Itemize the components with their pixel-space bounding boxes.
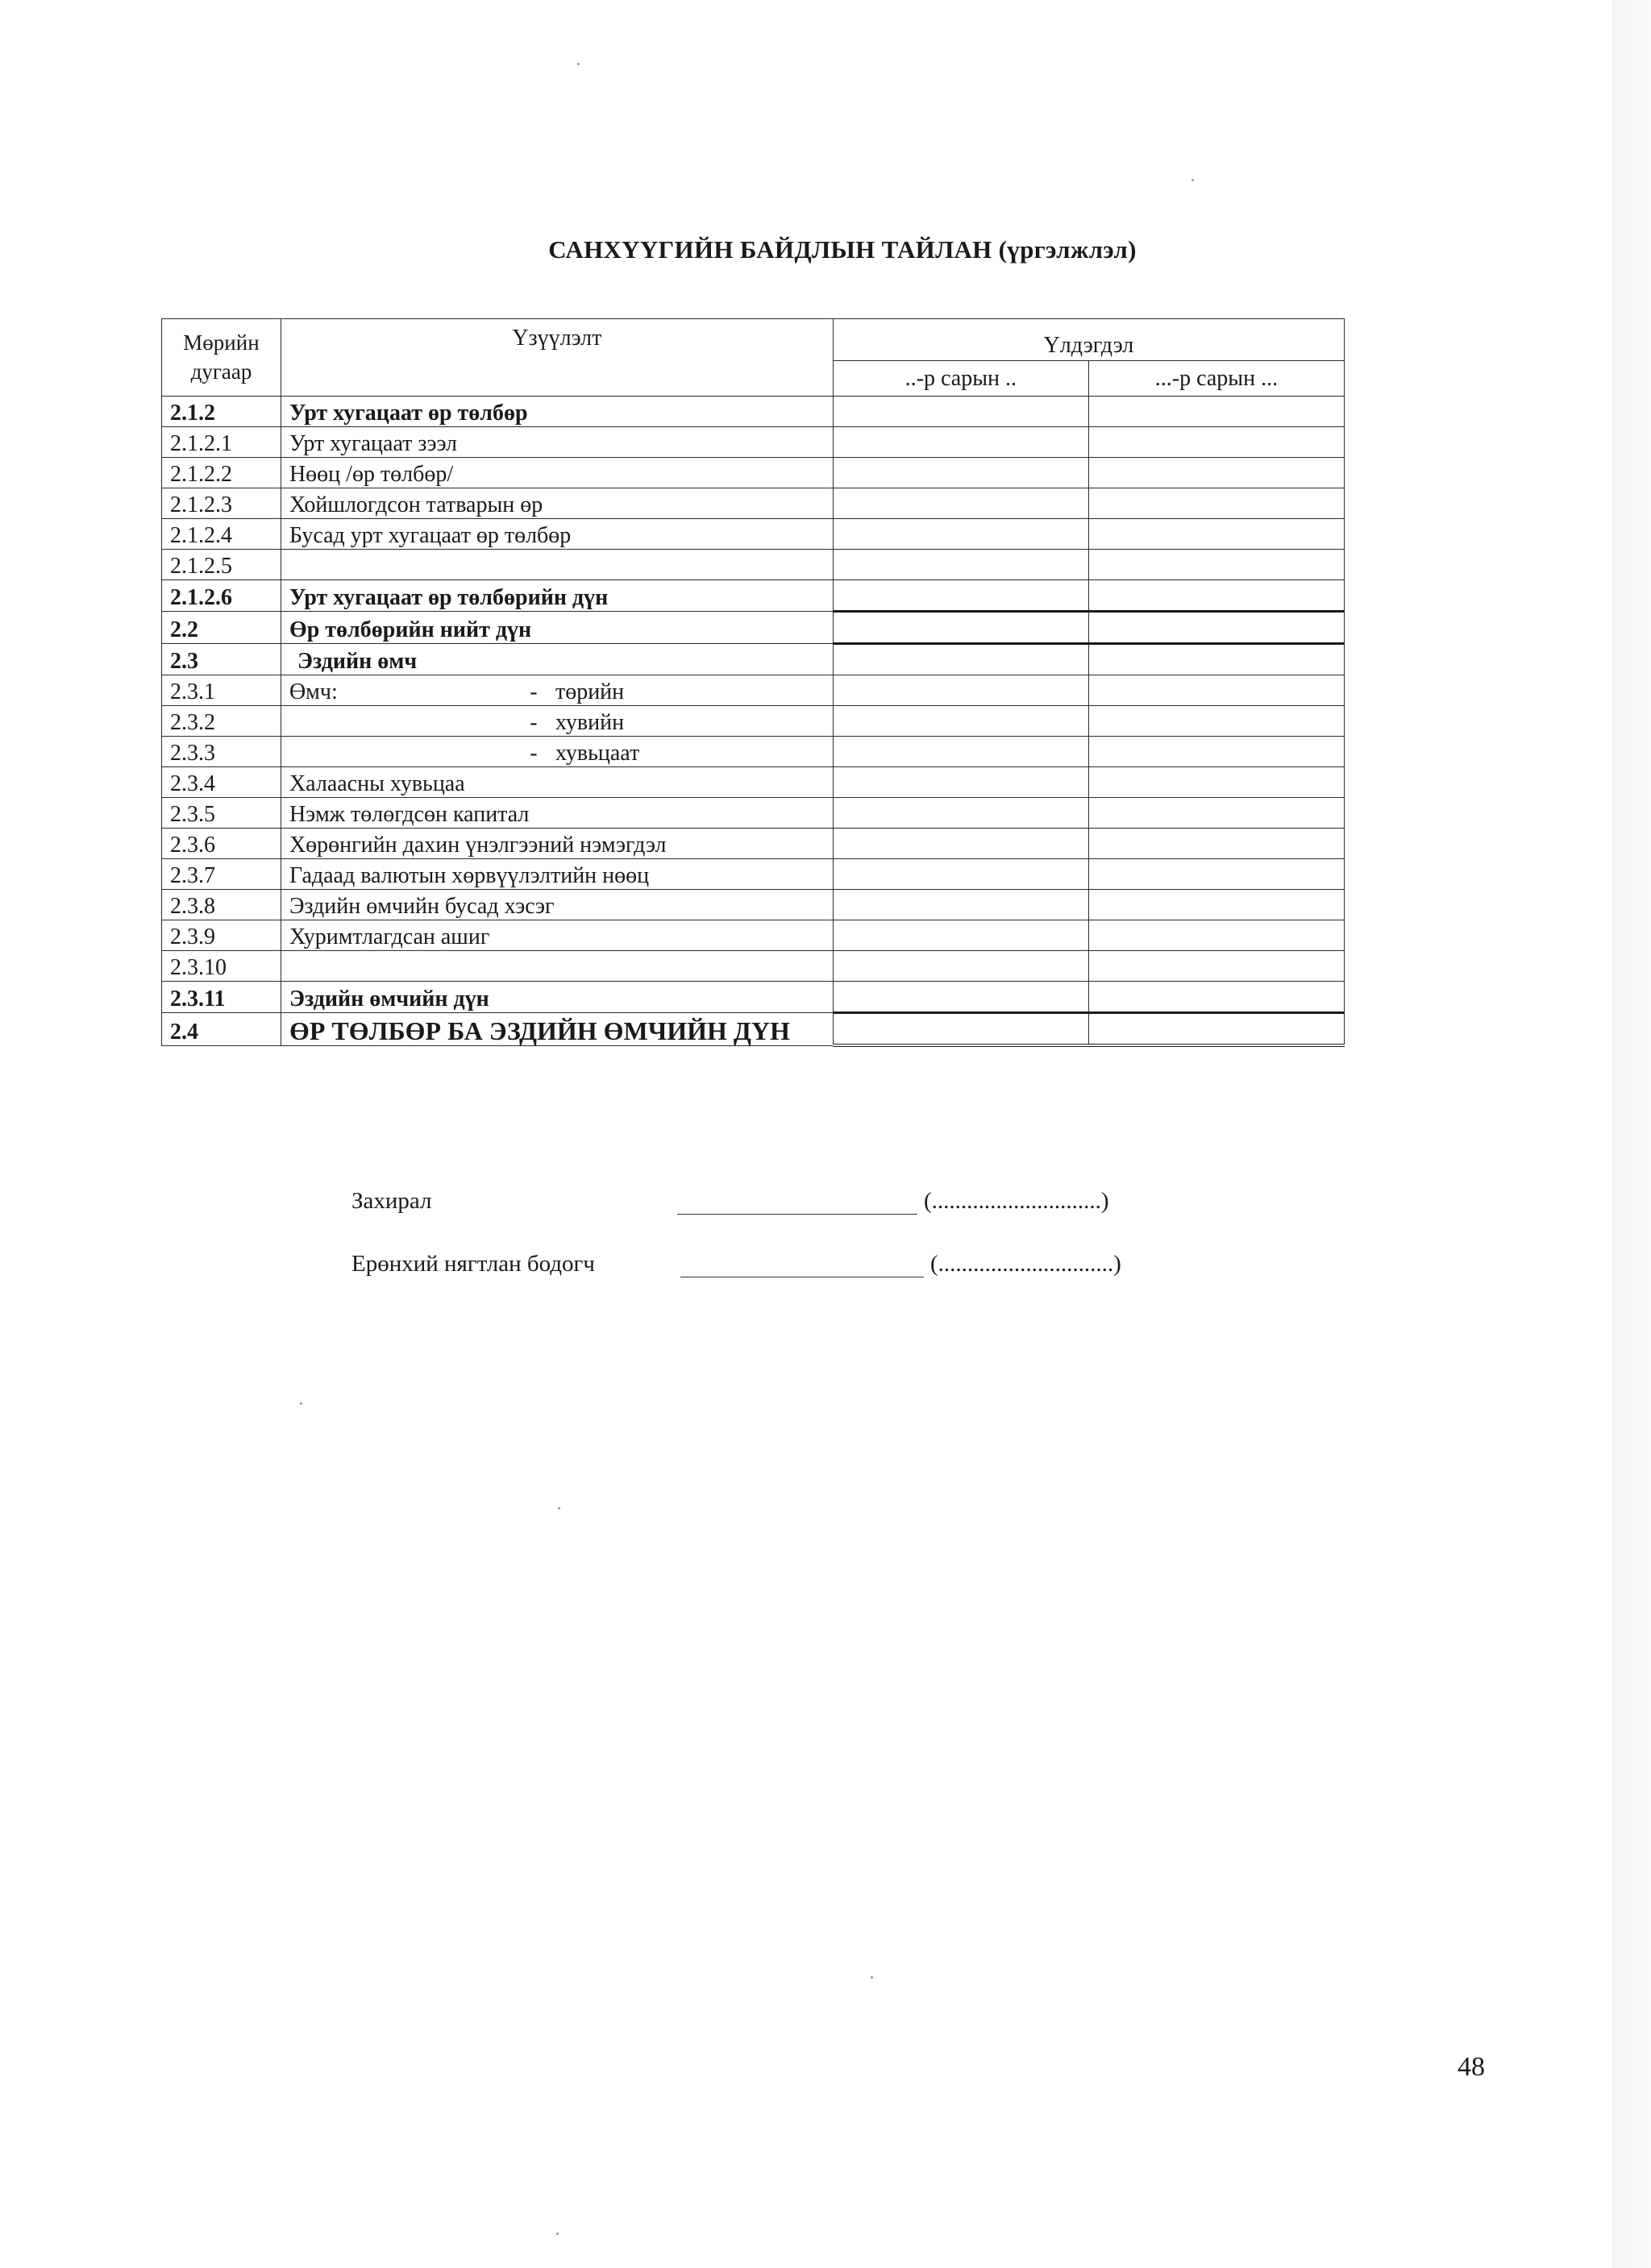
table-row: [162, 859, 1345, 890]
balance-sheet-table: [161, 318, 1345, 1047]
dash-marker: -: [530, 710, 538, 735]
row-value-period-1: [833, 519, 1088, 550]
row-label: Эздийн өмчийн бусад хэсэг: [281, 890, 833, 920]
row-value-period-1: [833, 580, 1088, 612]
row-label: Эздийн өмч: [281, 644, 833, 675]
accountant-signature-block: [351, 1251, 1121, 1277]
row-number: 2.3.1: [162, 675, 281, 706]
table-row: [162, 612, 1345, 644]
header-period-1: ..-р сарын ..: [833, 361, 1088, 397]
row-value-period-1: [833, 829, 1088, 859]
table-row: [162, 767, 1345, 798]
row-number: 2.3.3: [162, 737, 281, 767]
row-number: 2.2: [162, 612, 281, 644]
scan-speck: [871, 1976, 873, 1979]
page-title: САНХҮҮГИЙН БАЙДЛЫН ТАЙЛАН (үргэлжлэл): [548, 235, 1137, 264]
row-number: 2.1.2.3: [162, 488, 281, 519]
row-value-period-2: [1088, 519, 1344, 550]
dash-marker: -: [530, 679, 538, 704]
row-label: [281, 675, 833, 706]
table-row: [162, 644, 1345, 675]
table-row: [162, 829, 1345, 859]
row-label: Хойшлогдсон татварын өр: [281, 488, 833, 519]
row-label: [281, 737, 833, 767]
table-row: [162, 982, 1345, 1013]
row-number: 2.4: [162, 1013, 281, 1046]
row-value-period-2: [1088, 427, 1344, 458]
row-number: 2.3.2: [162, 706, 281, 737]
row-value-period-1: [833, 458, 1088, 488]
accountant-label: Ерөнхий нягтлан бодогч: [351, 1251, 595, 1277]
page-edge-shadow: [1612, 0, 1651, 2268]
table-row: [162, 458, 1345, 488]
row-label: Гадаад валютын хөрвүүлэлтийн нөөц: [281, 859, 833, 890]
director-signature-line: [677, 1193, 917, 1215]
equity-type: төрийн: [555, 679, 625, 704]
row-label: Нөөц /өр төлбөр/: [281, 458, 833, 488]
row-value-period-1: [833, 488, 1088, 519]
row-number: 2.1.2.1: [162, 427, 281, 458]
row-value-period-1: [833, 612, 1088, 644]
table-row: [162, 519, 1345, 550]
row-value-period-1: [833, 397, 1088, 427]
row-value-period-1: [833, 859, 1088, 890]
row-number: 2.1.2.6: [162, 580, 281, 612]
row-value-period-1: [833, 644, 1088, 675]
row-value-period-2: [1088, 675, 1344, 706]
row-label: Хөрөнгийн дахин үнэлгээний нэмэгдэл: [281, 829, 833, 859]
director-signature-block: [351, 1188, 1109, 1215]
table-row: [162, 675, 1345, 706]
row-value-period-1: [833, 920, 1088, 951]
scan-speck: [1191, 179, 1194, 181]
equity-type: хувьцаат: [555, 741, 640, 766]
row-value-period-2: [1088, 580, 1344, 612]
header-indicator: Үзүүлэлт: [281, 319, 833, 397]
row-label: Урт хугацаат зээл: [281, 427, 833, 458]
accountant-signature-line: [680, 1256, 924, 1277]
row-value-period-1: [833, 1013, 1088, 1046]
row-value-period-2: [1088, 951, 1344, 982]
equity-type: хувийн: [555, 710, 625, 735]
header-row-number: Мөрийн дугаар: [162, 319, 281, 397]
scan-speck: [300, 1402, 302, 1405]
row-value-period-2: [1088, 737, 1344, 767]
row-label: Өр төлбөрийн нийт дүн: [281, 612, 833, 644]
scan-speck: [556, 2233, 559, 2235]
row-label: Халаасны хувьцаа: [281, 767, 833, 798]
table-row: [162, 488, 1345, 519]
row-value-period-1: [833, 767, 1088, 798]
row-number: 2.1.2.4: [162, 519, 281, 550]
row-value-period-2: [1088, 982, 1344, 1013]
row-value-period-2: [1088, 644, 1344, 675]
row-label: Урт хугацаат өр төлбөрийн дүн: [281, 580, 833, 612]
row-label: Эздийн өмчийн дүн: [281, 982, 833, 1013]
row-value-period-2: [1088, 890, 1344, 920]
row-value-period-2: [1088, 767, 1344, 798]
page-number: 48: [1458, 2052, 1485, 2082]
dash-marker: -: [530, 741, 538, 766]
equity-label: Өмч:: [289, 679, 338, 704]
row-value-period-1: [833, 737, 1088, 767]
table-row: [162, 397, 1345, 427]
row-label: Бусад урт хугацаат өр төлбөр: [281, 519, 833, 550]
row-value-period-2: [1088, 920, 1344, 951]
row-number: 2.1.2: [162, 397, 281, 427]
table-row: [162, 951, 1345, 982]
row-number: 2.3.7: [162, 859, 281, 890]
table-row: [162, 580, 1345, 612]
row-value-period-2: [1088, 612, 1344, 644]
row-value-period-2: [1088, 550, 1344, 580]
row-number: 2.3.5: [162, 798, 281, 829]
row-value-period-1: [833, 890, 1088, 920]
table-row: [162, 890, 1345, 920]
row-value-period-1: [833, 798, 1088, 829]
row-number: 2.3.4: [162, 767, 281, 798]
table-row: [162, 550, 1345, 580]
accountant-name-placeholder: (..............................): [930, 1251, 1121, 1277]
row-label: Хуримтлагдсан ашиг: [281, 920, 833, 951]
table-row: [162, 706, 1345, 737]
header-period-2: ...-р сарын ...: [1088, 361, 1344, 397]
row-value-period-2: [1088, 397, 1344, 427]
row-number: 2.1.2.5: [162, 550, 281, 580]
row-label: [281, 951, 833, 982]
row-value-period-2: [1088, 458, 1344, 488]
scan-speck: [577, 63, 580, 65]
row-value-period-2: [1088, 488, 1344, 519]
row-value-period-2: [1088, 859, 1344, 890]
row-number: 2.1.2.2: [162, 458, 281, 488]
row-label: ӨР ТӨЛБӨР БА ЭЗДИЙН ӨМЧИЙН ДҮН: [281, 1013, 833, 1046]
row-number: 2.3.10: [162, 951, 281, 982]
row-value-period-1: [833, 675, 1088, 706]
row-label: [281, 706, 833, 737]
row-number: 2.3.9: [162, 920, 281, 951]
row-value-period-1: [833, 706, 1088, 737]
row-label: Урт хугацаат өр төлбөр: [281, 397, 833, 427]
row-value-period-1: [833, 427, 1088, 458]
row-value-period-1: [833, 550, 1088, 580]
row-value-period-2: [1088, 1013, 1344, 1046]
director-label: Захирал: [351, 1188, 432, 1214]
row-value-period-2: [1088, 798, 1344, 829]
header-balance: Үлдэгдэл: [833, 319, 1344, 361]
table-row: [162, 798, 1345, 829]
table-row: [162, 1013, 1345, 1046]
row-number: 2.3.11: [162, 982, 281, 1013]
row-value-period-2: [1088, 706, 1344, 737]
director-name-placeholder: (.............................): [924, 1188, 1109, 1214]
table-row: [162, 920, 1345, 951]
table-row: [162, 427, 1345, 458]
row-number: 2.3.8: [162, 890, 281, 920]
row-label: Нэмж төлөгдсөн капитал: [281, 798, 833, 829]
table-row: [162, 737, 1345, 767]
scan-speck: [558, 1507, 560, 1510]
row-value-period-2: [1088, 829, 1344, 859]
row-value-period-1: [833, 982, 1088, 1013]
row-number: 2.3: [162, 644, 281, 675]
row-label: [281, 550, 833, 580]
row-value-period-1: [833, 951, 1088, 982]
row-number: 2.3.6: [162, 829, 281, 859]
